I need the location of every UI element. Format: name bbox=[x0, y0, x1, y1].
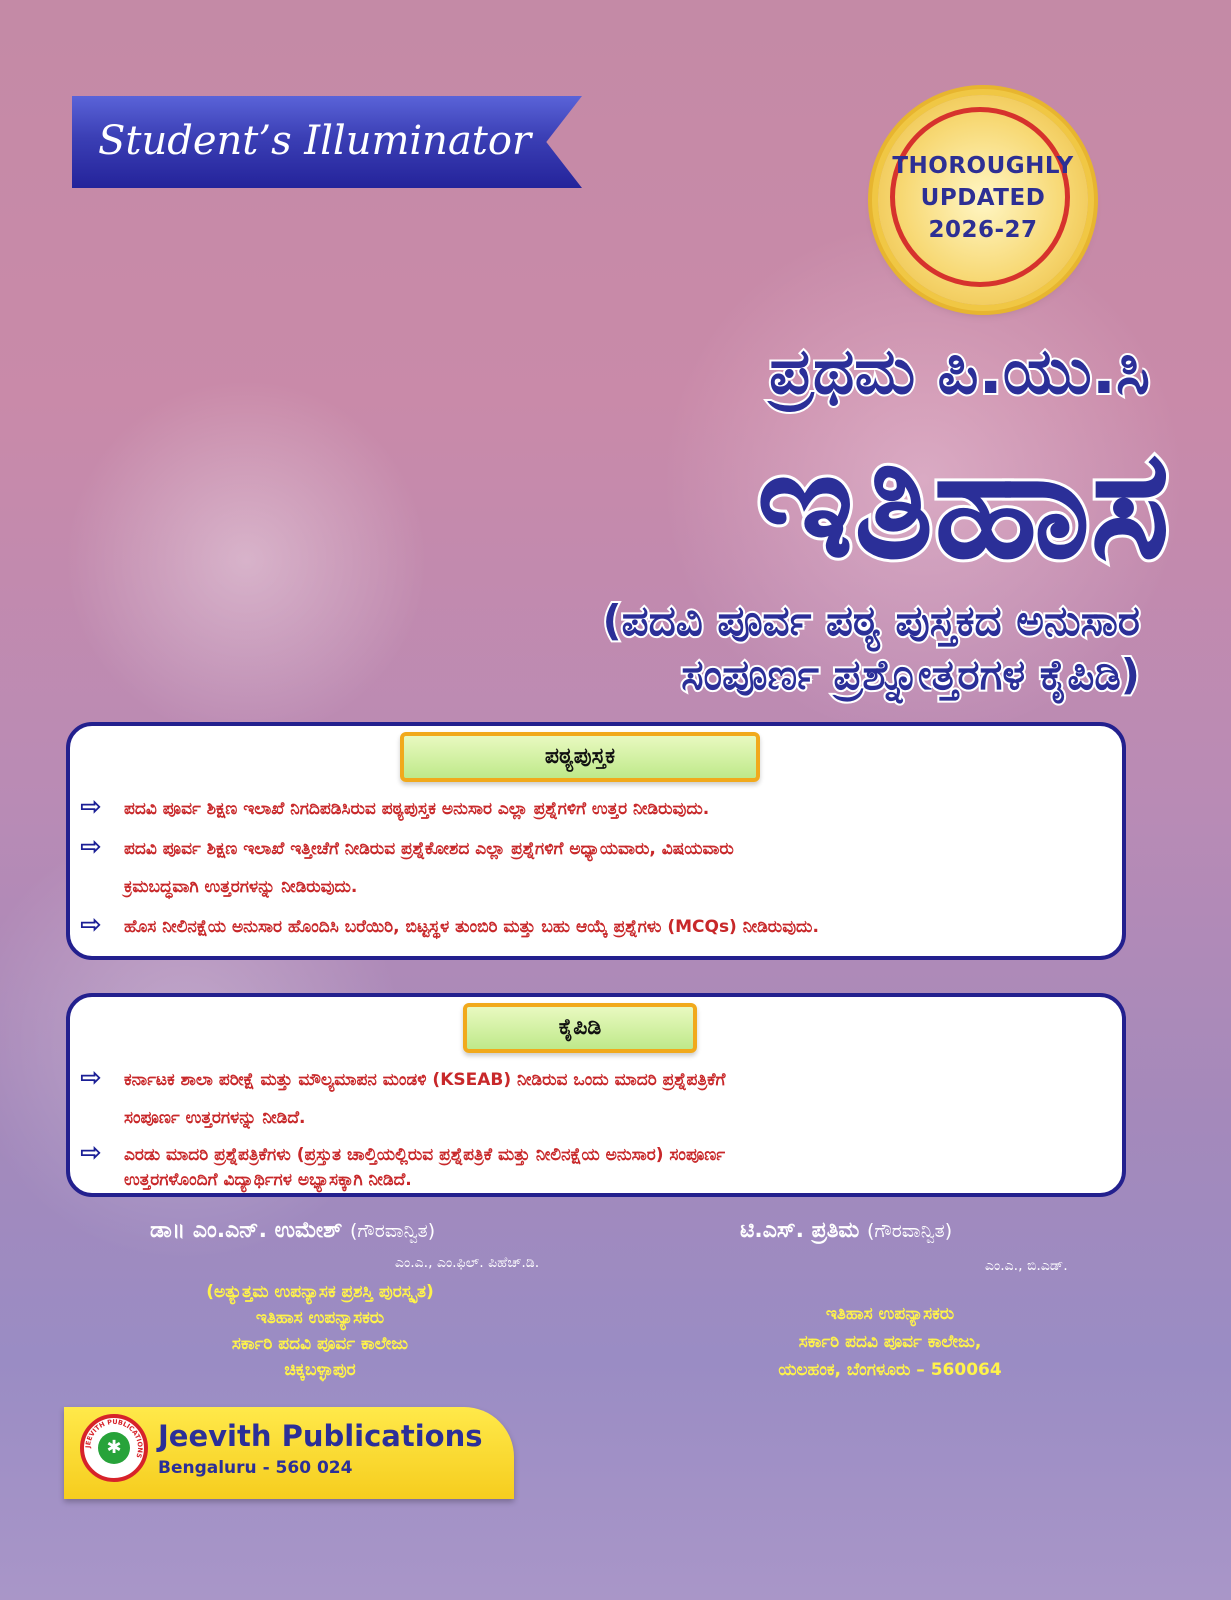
textbook-bullet-1: ಪದವಿ ಪೂರ್ವ ಶಿಕ್ಷಣ ಇಲಾಖೆ ನಿಗದಿಪಡಿಸಿರುವ ಪಠ್ಯಪುಸ್ತಕ ಅನುಸಾರ ಎಲ್ಲಾ ಪ್ರಶ್ನೆಗಳಿಗೆ ಉತ್ತರ ನೀಡಿರುವುದು. bbox=[124, 799, 710, 819]
guide-bullet-2-continued: ಉತ್ತರಗಳೊಂದಿಗೆ ವಿದ್ಯಾರ್ಥಿಗಳ ಅಭ್ಯಾಸಕ್ಕಾಗಿ ನೀಡಿದೆ. bbox=[124, 1170, 412, 1190]
publisher-address: Bengaluru - 560 024 bbox=[158, 1458, 353, 1478]
author-1-designation: ಇತಿಹಾಸ ಉಪನ್ಯಾಸಕರು bbox=[255, 1308, 385, 1328]
arrow-right-icon: ⇨ bbox=[80, 832, 102, 862]
book-icon: ✱ bbox=[98, 1432, 130, 1464]
guide-bullet-1: ಕರ್ನಾಟಕ ಶಾಲಾ ಪರೀಕ್ಷೆ ಮತ್ತು ಮೌಲ್ಯಮಾಪನ ಮಂಡಳಿ (KSEAB) ನೀಡಿರುವ ಒಂದು ಮಾದರಿ ಪ್ರಶ್ನೆಪತ್ರಿಕೆಗೆ bbox=[124, 1070, 726, 1090]
level-title: ಪ್ರಥಮ ಪಿ.ಯು.ಸಿ bbox=[769, 335, 1150, 409]
subtitle-line-2: ಸಂಪೂರ್ಣ ಪ್ರಶ್ನೋತ್ತರಗಳ ಕೈಪಿಡಿ) bbox=[681, 650, 1140, 699]
textbook-heading: ಪಠ್ಯಪುಸ್ತಕ bbox=[400, 732, 760, 782]
arrow-right-icon: ⇨ bbox=[80, 792, 102, 822]
publisher-logo-text: JEEVITH PUBLICATIONS bbox=[83, 1417, 145, 1459]
subtitle-line-1: (ಪದವಿ ಪೂರ್ವ ಪಠ್ಯ ಪುಸ್ತಕದ ಅನುಸಾರ bbox=[602, 596, 1140, 645]
guide-bullet-1-continued: ಸಂಪೂರ್ಣ ಉತ್ತರಗಳನ್ನು ನೀಡಿದೆ. bbox=[124, 1108, 306, 1128]
textbook-bullet-3: ಹೊಸ ನೀಲಿನಕ್ಷೆಯ ಅನುಸಾರ ಹೊಂದಿಸಿ ಬರೆಯಿರಿ, ಬಿಟ್ಟಸ್ಥಳ ತುಂಬಿರಿ ಮತ್ತು ಬಹು ಆಯ್ಕೆ ಪ್ರಶ್ನೆಗಳು (MCQs) ನೀಡಿರುವುದು. bbox=[124, 917, 819, 937]
series-label: Student’s Illuminator bbox=[98, 118, 532, 164]
seal-line-2: UPDATED bbox=[920, 185, 1046, 211]
seal-line-3: 2026-27 bbox=[928, 217, 1038, 243]
subject-title: ಇತಿಹಾಸ bbox=[756, 418, 1170, 592]
author-2-place: ಯಲಹಂಕ, ಬೆಂಗಳೂರು – 560064 bbox=[778, 1360, 1002, 1380]
author-2-honorific: (ಗೌರವಾನ್ವಿತ) bbox=[867, 1220, 953, 1242]
arrow-right-icon: ⇨ bbox=[80, 1138, 102, 1168]
author-2-name bbox=[740, 1218, 952, 1243]
textbook-bullet-2: ಪದವಿ ಪೂರ್ವ ಶಿಕ್ಷಣ ಇಲಾಖೆ ಇತ್ತೀಚೆಗೆ ನೀಡಿರುವ ಪ್ರಶ್ನೆಕೋಶದ ಎಲ್ಲಾ ಪ್ರಶ್ನೆಗಳಿಗೆ ಅಧ್ಯಾಯವಾರು, ವಿಷಯವಾರು bbox=[124, 839, 734, 859]
author-1-honorific: (ಗೌರವಾನ್ವಿತ) bbox=[349, 1220, 436, 1242]
guide-bullet-2: ಎರಡು ಮಾದರಿ ಪ್ರಶ್ನೆಪತ್ರಿಕೆಗಳು (ಪ್ರಸ್ತುತ ಚಾಲ್ತಿಯಲ್ಲಿರುವ ಪ್ರಶ್ನೆಪತ್ರಿಕೆ ಮತ್ತು ನೀಲಿನಕ್ಷೆಯ ಅನುಸಾರ) ಸಂಪೂರ್ಣ bbox=[124, 1145, 726, 1165]
author-1-place: ಚಿಕ್ಕಬಳ್ಳಾಪುರ bbox=[284, 1360, 356, 1380]
publisher-name: Jeevith Publications bbox=[158, 1419, 483, 1453]
author-2-name-text: ಟಿ.ಎಸ್. ಪ್ರತಿಮ bbox=[740, 1218, 860, 1243]
author-2-designation: ಇತಿಹಾಸ ಉಪನ್ಯಾಸಕರು bbox=[825, 1304, 955, 1324]
author-1-name-text: ಡಾ॥ ಎಂ.ಎನ್. ಉಮೇಶ್ bbox=[150, 1218, 343, 1243]
arrow-right-icon: ⇨ bbox=[80, 1063, 102, 1093]
seal-line-1: THOROUGHLY bbox=[892, 153, 1074, 179]
author-2-degrees: ಎಂ.ಎ., ಬಿ.ಎಡ್. bbox=[985, 1258, 1068, 1274]
textbook-bullet-2-continued: ಕ್ರಮಬದ್ಧವಾಗಿ ಉತ್ತರಗಳನ್ನು ನೀಡಿರುವುದು. bbox=[124, 877, 358, 897]
guide-heading: ಕೈಪಿಡಿ bbox=[463, 1003, 697, 1053]
author-1-award: (ಅತ್ಯುತ್ತಮ ಉಪನ್ಯಾಸಕ ಪ್ರಶಸ್ತಿ ಪುರಸ್ಕೃತ) bbox=[206, 1282, 434, 1302]
arrow-right-icon: ⇨ bbox=[80, 910, 102, 940]
author-1-college: ಸರ್ಕಾರಿ ಪದವಿ ಪೂರ್ವ ಕಾಲೇಜು bbox=[231, 1334, 409, 1354]
author-1-degrees: ಎಂ.ಎ., ಎಂ.ಫಿಲ್. ಪಿಹೆಚ್.ಡಿ. bbox=[395, 1255, 540, 1271]
author-1-name bbox=[150, 1218, 435, 1243]
author-2-college: ಸರ್ಕಾರಿ ಪದವಿ ಪೂರ್ವ ಕಾಲೇಜು, bbox=[798, 1332, 982, 1352]
